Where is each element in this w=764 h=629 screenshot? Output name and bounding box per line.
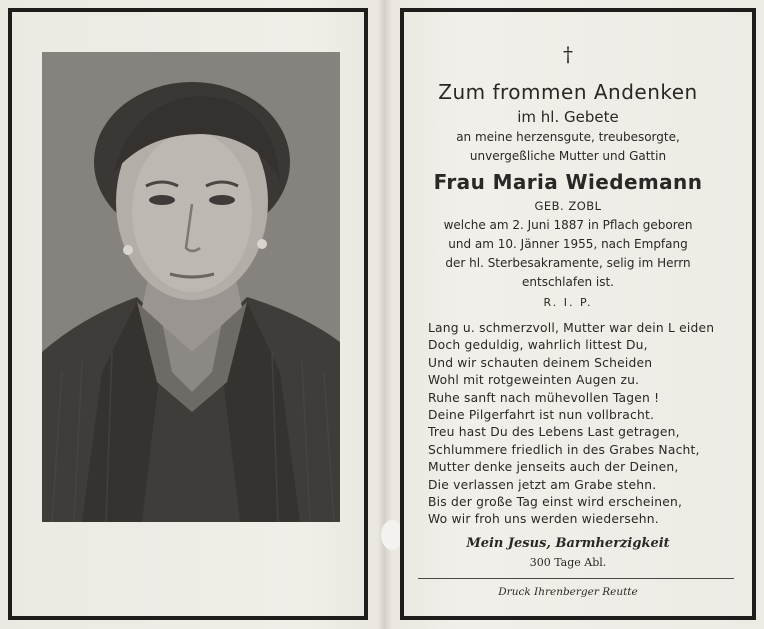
card-title: Zum frommen Andenken xyxy=(438,80,698,104)
indulgence-line: 300 Tage Abl. xyxy=(529,556,607,569)
maiden-name: GEB. ZOBL xyxy=(534,199,602,213)
bio-line: und am 10. Jänner 1955, nach Empfang xyxy=(448,237,688,251)
poem-line: Doch geduldig, wahrlich littest Du, xyxy=(428,338,648,353)
card-subtitle: im hl. Gebete xyxy=(517,108,619,126)
poem-line: Lang u. schmerzvoll, Mutter war dein L eiden xyxy=(428,321,715,335)
latin-cross-icon: † xyxy=(563,42,573,66)
rip-text: R. I. P. xyxy=(543,296,593,309)
poem-line: Ruhe sanft nach mühevollen Tagen ! xyxy=(428,390,660,405)
poem-line: Mutter denke jenseits auch der Deinen, xyxy=(428,460,679,475)
portrait-photo xyxy=(42,52,340,522)
poem-line: Und wir schauten deinem Scheiden xyxy=(428,355,653,370)
bio-line: welche am 2. Juni 1887 in Pflach geboren xyxy=(443,218,693,232)
bio-line: der hl. Sterbesakramente, selig im Herrn xyxy=(445,256,691,270)
poem-line: Wo wir froh uns werden wiedersehn. xyxy=(428,512,659,527)
dedication-line: an meine herzensgute, treubesorgte, xyxy=(456,130,680,144)
dedication-line: unvergeßliche Mutter und Gattin xyxy=(469,149,667,163)
printer-credit: Druck Ihrenberger Reutte xyxy=(498,586,638,598)
poem xyxy=(428,320,748,529)
deceased-name: Frau Maria Wiedemann xyxy=(433,170,703,194)
poem-line: Treu hast Du des Lebens Last getragen, xyxy=(428,425,680,440)
poem-line: Bis der große Tag einst wird erscheinen, xyxy=(428,495,683,510)
poem-line: Schlummere friedlich in des Grabes Nacht, xyxy=(428,442,700,457)
bio-line: entschlafen ist. xyxy=(522,275,614,289)
poem-line: Deine Pilgerfahrt ist nun vollbracht. xyxy=(428,408,655,423)
poem-line: Die verlassen jetzt am Grabe stehn. xyxy=(428,477,657,492)
prayer-line: Mein Jesus, Barmherzigkeit xyxy=(466,536,670,551)
poem-line: Wohl mit rotgeweinten Augen zu. xyxy=(428,373,640,388)
divider xyxy=(418,578,734,579)
